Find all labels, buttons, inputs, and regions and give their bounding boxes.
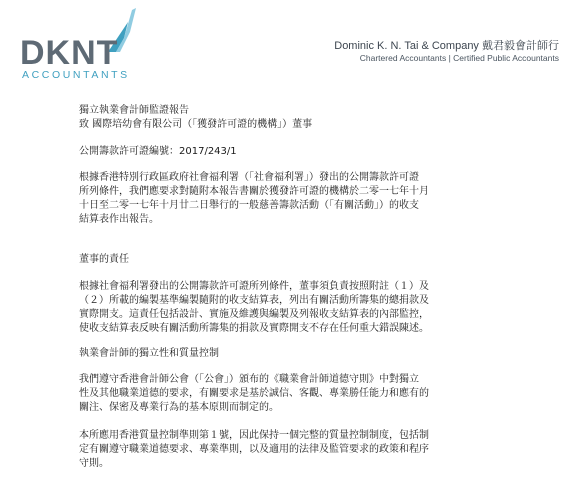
quality-control-paragraph — [79, 429, 559, 471]
paragraph-line: 根據社會福利署發出的公開籌款許可證所列條件，董事須負責按照附註（１）及 — [79, 281, 429, 292]
paragraph-line: 本所應用香港質量控制準則第１號，因此保持一個完整的質量控制制度，包括制 — [79, 430, 429, 441]
firm-designation: Chartered Accountants | Certified Public Accountants — [359, 53, 559, 63]
paragraph-line: 性及其他職業道德的要求，有關要求是基於誠信、客觀、專業勝任能力和應有的 — [79, 388, 429, 399]
paragraph-line: 所列條件，我們應要求對隨附本報告書關於獲發許可證的機構於二零一七年十月 — [79, 186, 429, 197]
paragraph-line: 定有關遵守職業道德要求、專業準則，以及適用的法律及監管要求的政策和程序 — [79, 444, 429, 455]
paragraph-line: 結算表作出報告。 — [79, 214, 159, 225]
report-addressee: 致 國際培幼會有限公司（「獲發許可證的機構」）董事 — [79, 119, 313, 130]
firm-logo — [20, 8, 160, 81]
logo-wordmark: DKNT — [20, 34, 119, 72]
paragraph-line: 守則。 — [79, 458, 109, 469]
paragraph-line: 使收支結算表反映有關活動所籌集的捐款及實際開支不存在任何重大錯誤陳述。 — [79, 323, 429, 334]
paragraph-line: 關注、保密及專業行為的基本原則而制定的。 — [79, 402, 279, 413]
directors-paragraph — [79, 280, 559, 336]
firm-header — [334, 40, 559, 64]
section-heading-directors: 董事的責任 — [79, 254, 129, 265]
intro-paragraph — [79, 171, 559, 227]
report-body — [79, 104, 559, 471]
paragraph-line: 根據香港特別行政區政府社會福利署（「社會福利署」）發出的公開籌款許可證 — [79, 172, 419, 183]
paragraph-line: 十日至二零一七年十月廿二日舉行的一般慈善籌款活動（「有關活動」）的收支 — [79, 200, 419, 211]
section-heading-independence: 執業會計師的獨立性和質量控制 — [79, 348, 219, 359]
paragraph-line: 實際開支。這責任包括設計、實施及維護與編製及列報收支結算表的內部監控， — [79, 309, 429, 320]
firm-name: Dominic K. N. Tai & Company 戴君毅會計師行 — [334, 40, 559, 52]
report-title: 獨立執業會計師監證報告 — [79, 105, 189, 116]
paragraph-line: 我們遵守香港會計師公會（「公會」）頒布的《職業會計師道德守則》中對獨立 — [79, 374, 419, 385]
independence-paragraph — [79, 373, 559, 415]
permit-number: 公開籌款許可證編號：2017/243/1 — [79, 146, 237, 157]
paragraph-line: （２）所載的編製基準編製隨附的收支結算表，列出有關活動所籌集的總捐款及 — [79, 295, 429, 306]
logo-tagline: ACCOUNTANTS — [22, 69, 130, 81]
